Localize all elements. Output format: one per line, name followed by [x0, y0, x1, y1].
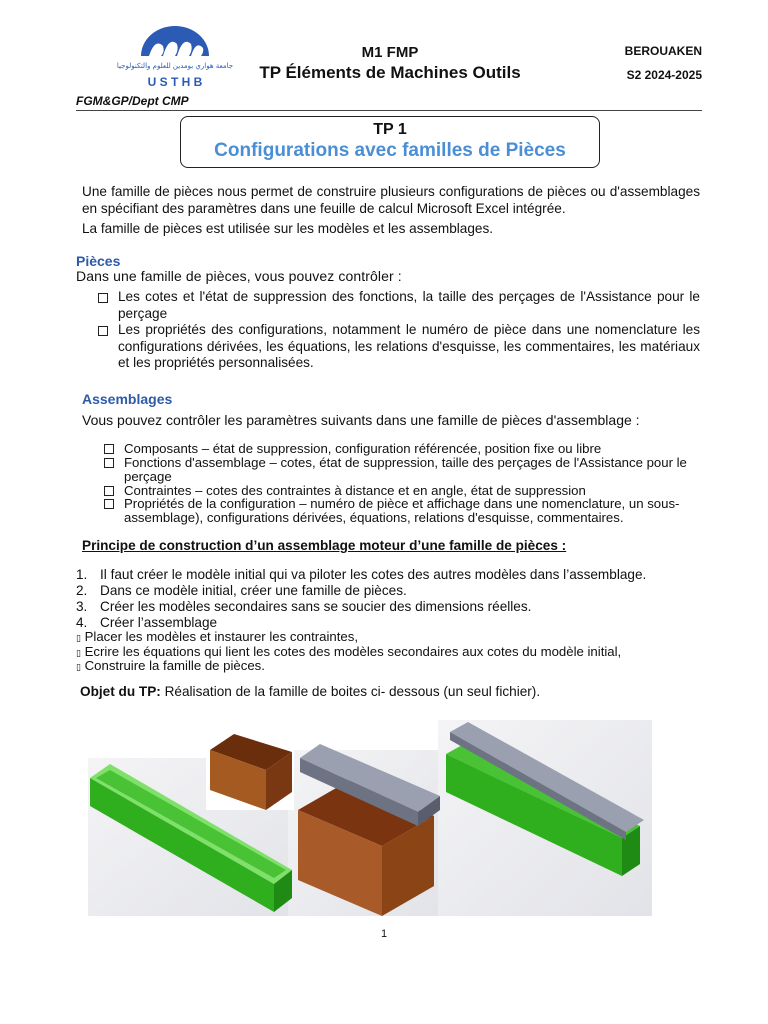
course-code: M1 FMP [361, 44, 419, 61]
logo-arabic-text: جامعة هواري بومدين للعلوم والتكنولوجيا [116, 62, 234, 70]
checkbox-icon [104, 458, 120, 472]
principle-heading: Principe de construction d’un assemblage moteur d’une famille de pièces : [82, 538, 567, 553]
brown-box-small [206, 726, 294, 810]
assemblages-lead: Vous pouvez contrôler les paramètres suivants dans une famille de pièces d'assemblage : [82, 412, 640, 428]
step-item: 3. Créer les modèles secondaires sans se soucier des dimensions réelles. [76, 599, 532, 614]
tp-subtitle: Configurations avec familles de Pièces [214, 140, 566, 161]
usthb-logo [116, 22, 234, 98]
logo-latin-text: U S T H B [147, 75, 203, 89]
principle-steps [76, 567, 696, 631]
checkbox-icon [98, 325, 114, 342]
assemblages-item: Propriétés de la configuration – numéro de pièce et affichage dans une nomenclature, un sous-assemblage), configurations dérivées, équations, relations d'esquisse, commentaires. [104, 497, 700, 525]
substep-item: ▯ Construire la famille de pièces. [76, 658, 265, 673]
intro-paragraph: Une famille de pièces nous permet de construire plusieurs configurations de pièces ou d'assemblages en spécifiant des paramètres dans une feuille de calcul Microsoft Excel intégrée. [82, 184, 700, 216]
course-title: TP Éléments de Machines Outils [259, 63, 521, 82]
assemblages-item: Composants – état de suppression, configuration référencée, position fixe ou libre [104, 442, 700, 456]
bullet-glyph-icon: ▯ [76, 663, 81, 673]
principle-substeps [76, 630, 696, 674]
objective-text: Réalisation de la famille de boites ci- dessous (un seul fichier). [160, 684, 541, 699]
substep-item: ▯ Ecrire les équations qui lient les cotes des modèles secondaires aux cotes du modèle initial, [76, 643, 622, 659]
tp-number: TP 1 [373, 121, 407, 138]
semester-label: S2 2024-2025 [626, 68, 702, 82]
checkbox-icon [98, 292, 114, 309]
author-name: BEROUAKEN [624, 44, 702, 58]
intro-usage-paragraph: La famille de pièces est utilisée sur les modèles et les assemblages. [82, 221, 494, 236]
substep-item: ▯ Placer les modèles et instaurer les contraintes, [76, 629, 359, 644]
step-item: 2. Dans ce modèle initial, créer une famille de pièces. [76, 583, 407, 598]
objective-line [80, 684, 540, 701]
checkbox-icon [104, 499, 120, 513]
step-item: 1. Il faut créer le modèle initial qui va piloter les cotes des autres modèles dans l’assemblage. [76, 567, 647, 582]
header-divider [76, 110, 702, 111]
tp-title-box [180, 116, 600, 168]
pieces-item: Les propriétés des configurations, notamment le numéro de pièce dans une nomenclature les configurations dérivées, les équations, les relations d'esquisse, les commentaires, les matériaux et les propriétés personnalisées. [98, 322, 700, 372]
objective-label: Objet du TP: [80, 684, 161, 699]
assemblages-item: Fonctions d'assemblage – cotes, état de suppression, taille des perçages de l'Assistance pour le perçage [104, 456, 700, 484]
department-label: FGM&GP/Dept CMP [76, 94, 189, 108]
assemblages-item: Contraintes – cotes des contraintes à distance et en angle, état de suppression [104, 484, 700, 498]
bullet-glyph-icon: ▯ [76, 648, 81, 659]
bullet-glyph-icon: ▯ [76, 634, 81, 644]
step-item: 4. Créer l’assemblage [76, 615, 218, 630]
boxes-figure [88, 720, 652, 916]
page-number: 1 [380, 928, 388, 940]
pieces-lead: Dans une famille de pièces, vous pouvez contrôler : [76, 268, 402, 284]
section-heading-assemblages: Assemblages [82, 391, 173, 407]
section-heading-pieces: Pièces [76, 253, 121, 269]
pieces-item: Les cotes et l'état de suppression des fonctions, la taille des perçages de l'Assistance pour le perçage [98, 289, 700, 322]
